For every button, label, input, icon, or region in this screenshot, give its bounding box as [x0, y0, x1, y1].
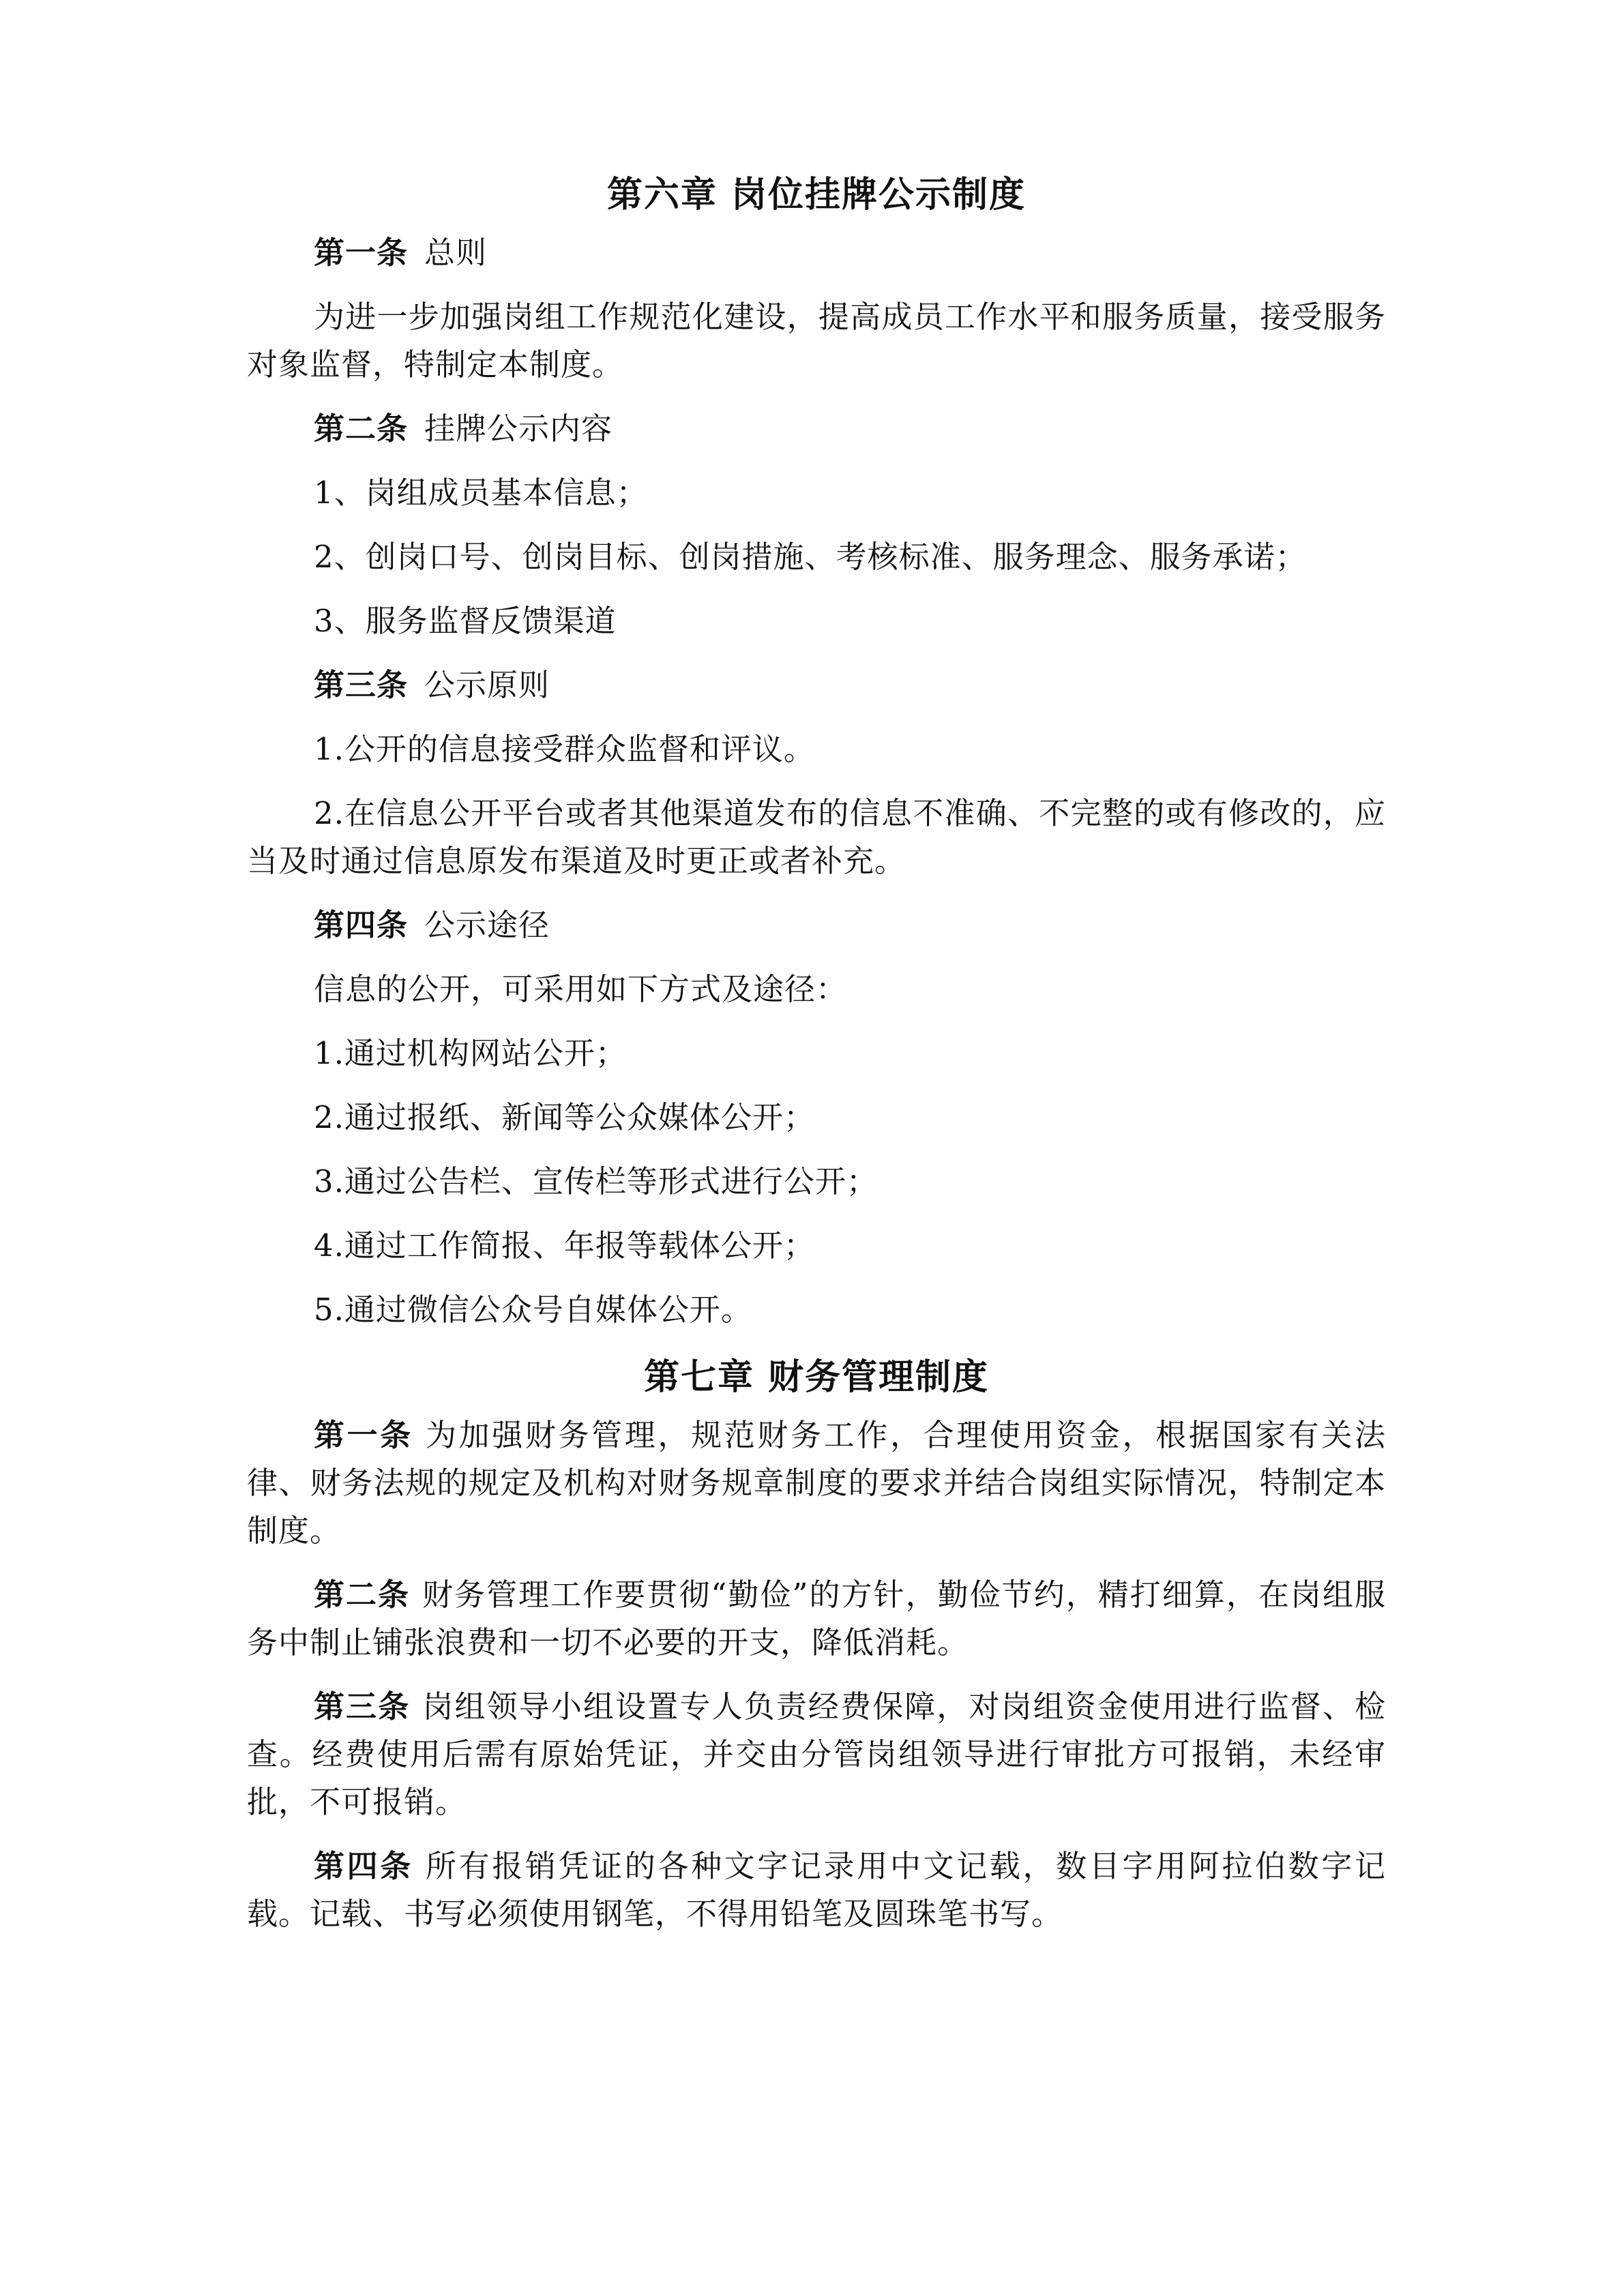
article-title: 挂牌公示内容 — [424, 411, 613, 447]
chapter-6-article-4-heading — [247, 901, 1386, 949]
chapter-6-article-3-heading — [247, 661, 1386, 709]
chapter-7-article-3 — [247, 1683, 1386, 1826]
article-title: 总则 — [424, 235, 488, 271]
chapter-6-article-1-text: 为进一步加强岗组工作规范化建设，提高成员工作水平和服务质量，接受服务对象监督，特制定本制度。 — [247, 299, 1386, 383]
article-label: 第三条 — [314, 1688, 411, 1725]
chapter-7-body — [247, 1412, 1386, 1938]
article-label: 第四条 — [314, 1848, 413, 1884]
chapter-7-title: 第七章 财务管理制度 — [643, 1357, 990, 1398]
article-label: 第三条 — [314, 667, 409, 703]
chapter-6-article-1-heading — [247, 229, 1386, 277]
list-item: 2、创岗口号、创岗目标、创岗措施、考核标准、服务理念、服务承诺； — [314, 539, 1307, 575]
chapter-6-title: 第六章 岗位挂牌公示制度 — [606, 175, 1027, 215]
list-item: 1.公开的信息接受群众监督和评议。 — [314, 731, 815, 767]
chapter-7-article-1 — [247, 1412, 1386, 1555]
chapter-6-article-4-intro: 信息的公开，可采用如下方式及途径： — [314, 971, 848, 1007]
article-label: 第四条 — [314, 907, 409, 943]
list-item: 2.在信息公开平台或者其他渠道发布的信息不准确、不完整的或有修改的，应当及时通过信息原发布渠道及时更正或者补充。 — [247, 795, 1386, 879]
list-item: 3.通过公告栏、宣传栏等形式进行公开； — [314, 1163, 878, 1199]
article-text: 所有报销凭证的各种文字记录用中文记载，数目字用阿拉伯数字记载。记载、书写必须使用钢笔，不得用铅笔及圆珠笔书写。 — [247, 1848, 1386, 1932]
document-content — [247, 168, 1386, 1954]
list-item: 2.通过报纸、新闻等公众媒体公开； — [314, 1099, 815, 1135]
chapter-7-article-2 — [247, 1571, 1386, 1667]
article-text: 为加强财务管理，规范财务工作，合理使用资金，根据国家有关法律、财务法规的规定及机构对财务规章制度的要求并结合岗组实际情况，特制定本制度。 — [247, 1417, 1386, 1549]
chapter-6-article-2-heading — [247, 405, 1386, 453]
article-text: 岗组领导小组设置专人负责经费保障，对岗组资金使用进行监督、检查。经费使用后需有原始凭证，并交由分管岗组领导进行审批方可报销，未经审批，不可报销。 — [247, 1688, 1386, 1820]
article-label: 第二条 — [314, 411, 409, 447]
list-item: 3、服务监督反馈渠道 — [314, 603, 617, 639]
article-text: 财务管理工作要贯彻“勤俭”的方针，勤俭节约，精打细算，在岗组服务中制止铺张浪费和一切不必要的开支，降低消耗。 — [247, 1577, 1386, 1660]
list-item: 5.通过微信公众号自媒体公开。 — [314, 1292, 752, 1328]
article-label: 第一条 — [314, 1417, 413, 1453]
list-item: 1.通过机构网站公开； — [314, 1035, 627, 1071]
chapter-7-article-4 — [247, 1843, 1386, 1938]
article-label: 第一条 — [314, 235, 409, 271]
list-item: 1、岗组成员基本信息； — [314, 475, 648, 511]
list-item: 4.通过工作简报、年报等载体公开； — [314, 1227, 815, 1264]
article-label: 第二条 — [314, 1577, 411, 1613]
article-title: 公示途径 — [424, 907, 550, 943]
article-title: 公示原则 — [424, 667, 550, 703]
